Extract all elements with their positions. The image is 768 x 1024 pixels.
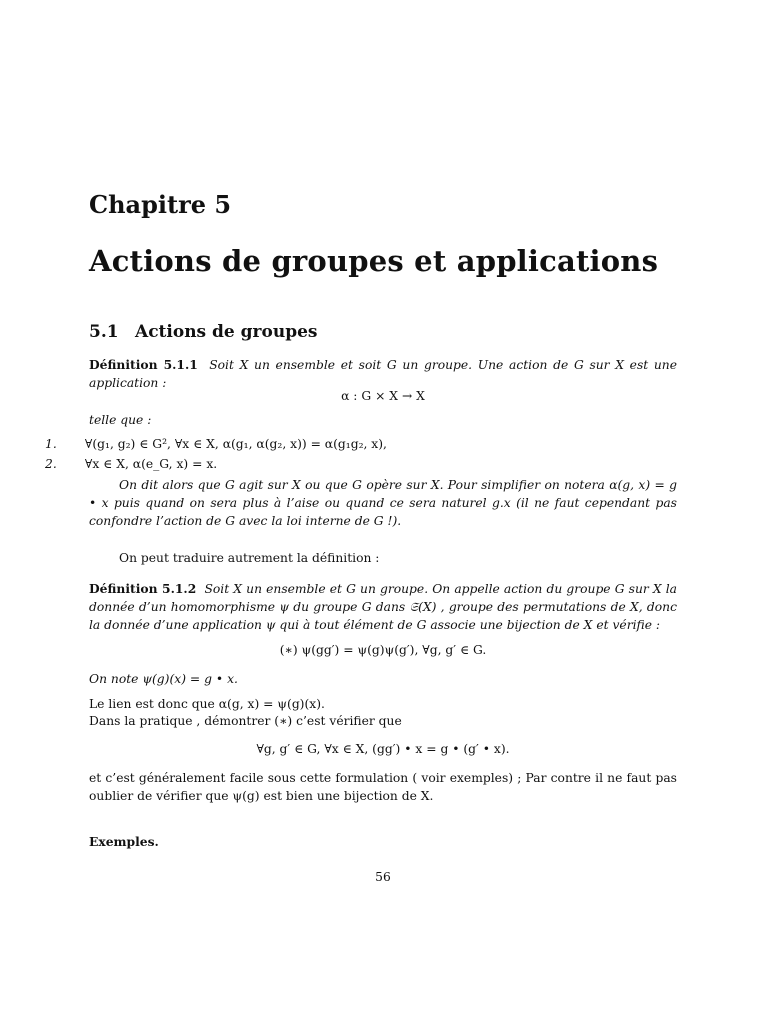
list-text: ∀(g₁, g₂) ∈ G², ∀x ∈ X, α(g₁, α(g₂, x)) = α(g₁g₂, x), <box>84 437 387 451</box>
definition-text: Soit X un ensemble et soit G un groupe. Une action de G sur X est une application : <box>89 358 678 390</box>
list-index: 1. <box>45 437 57 451</box>
definition-label: Définition 5.1.2 <box>89 581 197 596</box>
chapter-label: Chapitre 5 <box>89 190 232 219</box>
body-line: Dans la pratique , démontrer (∗) c’est vérifier que <box>89 714 402 728</box>
telle-que: telle que : <box>89 413 152 427</box>
definition-note: On note ψ(g)(x) = g • x. <box>89 672 238 686</box>
body-formula: ∀g, g′ ∈ G, ∀x ∈ X, (gg′) • x = g • (g′ • x). <box>256 742 510 756</box>
page-number: 56 <box>375 870 391 884</box>
definition-formula: (∗) ψ(gg′) = ψ(g)ψ(g′), ∀g, g′ ∈ G. <box>279 643 487 657</box>
section-title: Actions de groupes <box>135 322 318 342</box>
list-item <box>45 455 217 473</box>
body-line: Le lien est donc que α(g, x) = ψ(g)(x). <box>89 697 325 711</box>
definition-text: Soit X un ensemble et G un groupe. On appelle action du groupe G sur X la donnée d’un homomorphisme ψ du groupe G dans 𝔖(X) , groupe des permutations de X, donc la donnée d’une application ψ qui à tout élément de G associe une bijection de X et vérifie : <box>89 582 677 632</box>
definition-remark: On dit alors que G agit sur X ou que G opère sur X. Pour simplifier on notera α(g, x) = g • x puis quand on sera plus à l’aise ou quand ce sera naturel g.x (il ne faut cependant pas confondre l’action de G avec la loi interne de G !). <box>89 478 677 528</box>
list-index: 2. <box>45 457 57 471</box>
definition-formula: α : G × X → X <box>341 389 425 403</box>
body-conclusion: et c’est généralement facile sous cette formulation ( voir exemples) ; Par contre il ne faut pas oublier de vérifier que ψ(g) est bien une bijection de X. <box>89 771 677 803</box>
definition-5-1-2 <box>89 580 677 634</box>
list-text: ∀x ∈ X, α(e_G, x) = x. <box>84 457 218 471</box>
examples-heading: Exemples. <box>89 834 159 849</box>
list-item <box>45 435 387 453</box>
chapter-title: Actions de groupes et applications <box>89 244 659 278</box>
definition-label: Définition 5.1.1 <box>89 357 198 372</box>
section-heading <box>89 322 677 342</box>
transition-text: On peut traduire autrement la définition : <box>119 551 380 565</box>
section-number: 5.1 <box>89 322 119 342</box>
